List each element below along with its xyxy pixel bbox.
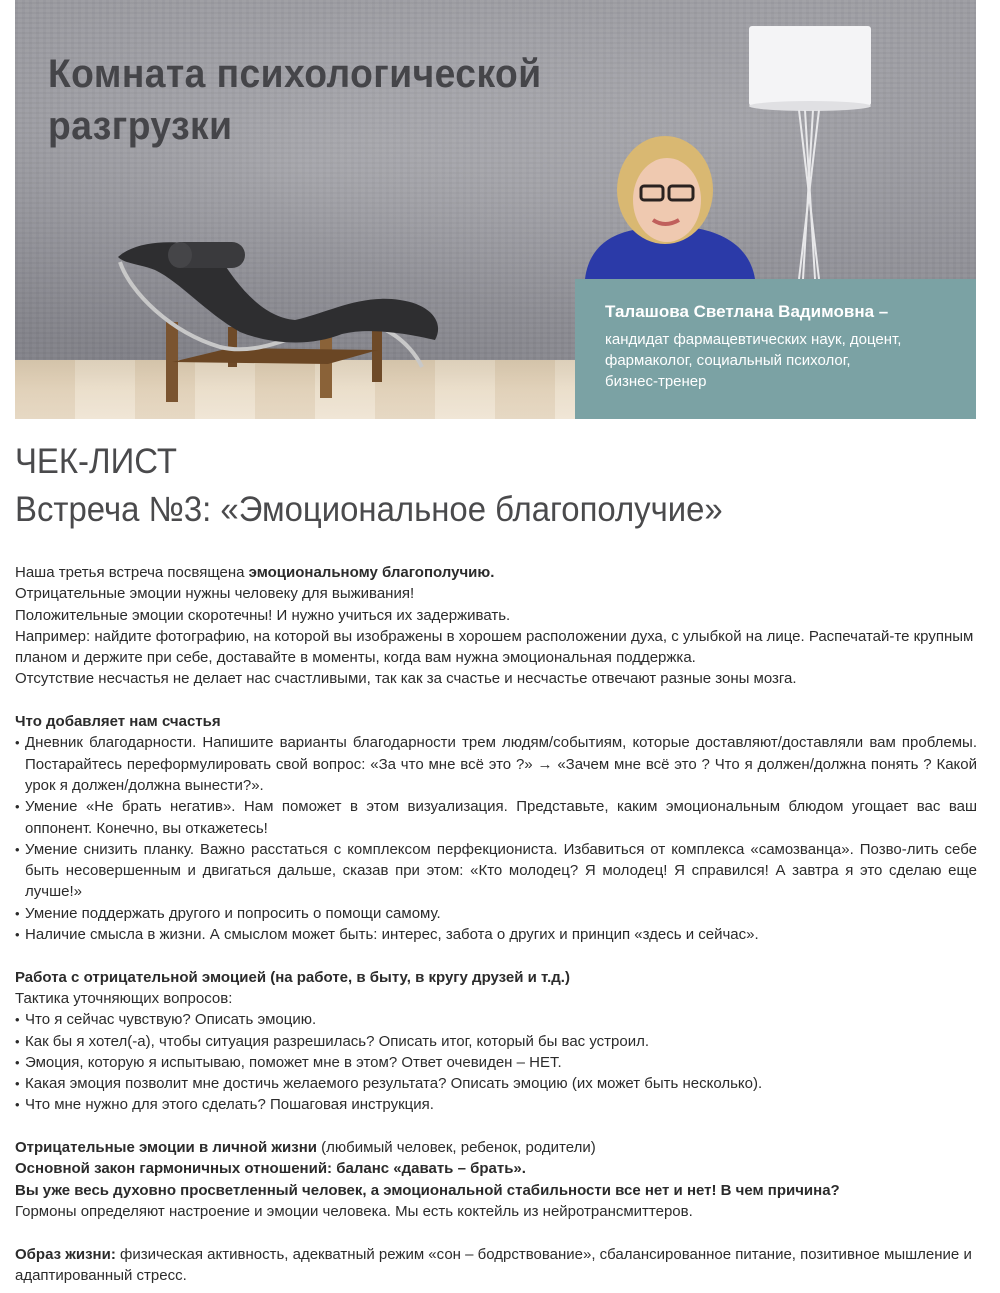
list-item: • Умение «Не брать негатив». Нам поможет в этом визуализация. Представьте, каким эмоциональным блюдом угощает вас ваш оппонент. Конечно, вы откажетесь! [15,796,977,839]
harmony-law: Основной закон гармоничных отношений: баланс «давать – брать». [15,1160,526,1178]
list-item: • Умение снизить планку. Важно расстаться с комплексом перфекциониста. Избавиться от комплекса «самозванца». Позво-лить себе быть несовершенным и двигаться дальше, сказав при этом: «Кто молодец? Я молодец! Я справился! А завтра я это сделаю еще лучше!» [15,839,977,903]
list-item: • Как бы я хотел(-а), чтобы ситуация разрешилась? Описать итог, который бы вас устроил. [15,1031,977,1052]
list-item: • Что мне нужно для этого сделать? Пошаговая инструкция. [15,1094,977,1115]
author-name: Талашова Светлана Вадимовна – [605,302,889,321]
banner-title [48,48,542,152]
section-heading: Работа с отрицательной эмоцией (на работе, в быту, в кругу друзей и т.д.) [15,968,570,986]
chaise-lounge-image [110,222,450,402]
list-item: • Эмоция, которую я испытываю, поможет мне в этом? Ответ очевиден – НЕТ. [15,1052,977,1073]
banner-title-line2: разгрузки [48,104,233,148]
intro-line-3: Положительные эмоции скоротечны! И нужно учиться их задерживать. [15,606,511,624]
author-description: кандидат фармацевтических наук, доцент, фармаколог, социальный психолог, бизнес-тренер [605,331,902,390]
lifestyle-text: физическая активность, адекватный режим «сон – бодрствование», сбалансированное питание, позитивное мышление и адаптированный стресс. [15,1245,972,1284]
author-portrait [585,128,755,279]
list-item: • Что я сейчас чувствую? Описать эмоцию. [15,1009,977,1030]
list-item: • Умение поддержать другого и попросить о помощи самому. [15,903,977,924]
floor-lamp-image [747,26,877,279]
personal-line-3 [15,1180,977,1201]
personal-line-2 [15,1158,977,1179]
intro-text: Наша третья встреча посвящена [15,564,249,581]
list-item: • Какая эмоция позволит мне достичь желаемого результата? Описать эмоцию (их может быть несколько). [15,1073,977,1094]
section-heading: Что добавляет нам счастья [15,713,221,731]
stability-question: Вы уже весь духовно просветленный человек, а эмоциональной стабильности все нет и нет! В чем причина? [15,1181,840,1199]
section-negative-title [15,967,977,988]
page-title [15,438,723,534]
personal-heading: Отрицательные эмоции в личной жизни [15,1139,317,1157]
banner-title-line1: Комната психологической [48,52,542,96]
intro-line-4: Например: найдите фотографию, на которой вы изображены в хорошем расположении духа, с улыбкой на лице. Распечатай-те крупным планом и держите при себе, доставайте в моменты, когда вам нужна эмоциональная поддержка. [15,627,974,667]
section-happiness-title [15,711,977,732]
intro-line-5: Отсутствие несчастья не делает нас счастливыми, так как за счастье и несчастье отвечают разные зоны мозга. [15,670,797,688]
personal-line-1 [15,1137,977,1158]
intro-line-2: Отрицательные эмоции нужны человеку для выживания! [15,585,415,603]
title-meeting: Встреча №3: «Эмоциональное благополучие» [15,490,723,529]
personal-note: (любимый человек, ребенок, родители) [317,1139,596,1157]
intro-emphasis: эмоциональному благополучию. [248,564,495,581]
list-item: • Дневник благодарности. Напишите варианты благодарности трем людям/событиям, которые доставляют/доставляли вам проблемы. Постарайтесь переформулировать свой вопрос: «За что мне всё это ?» → «Зачем мне всё это ? Что я должен/должна понять ? Какой урок я должен/должна вынести?». [15,732,977,796]
author-info-box [575,279,976,419]
lifestyle-label: Образ жизни: [15,1245,116,1263]
lifestyle-paragraph [15,1244,977,1287]
header-banner [15,0,976,419]
intro-line-1 [15,562,977,583]
section-negative-subtitle: Тактика уточняющих вопросов: [15,989,233,1007]
list-item: • Наличие смысла в жизни. А смыслом может быть: интерес, забота о других и принцип «здесь и сейчас». [15,924,977,945]
document-body [15,562,977,1286]
personal-line-4: Гормоны определяют настроение и эмоции человека. Мы есть коктейль из нейротрансмиттеров. [15,1202,693,1220]
title-checklist: ЧЕК-ЛИСТ [15,442,178,481]
